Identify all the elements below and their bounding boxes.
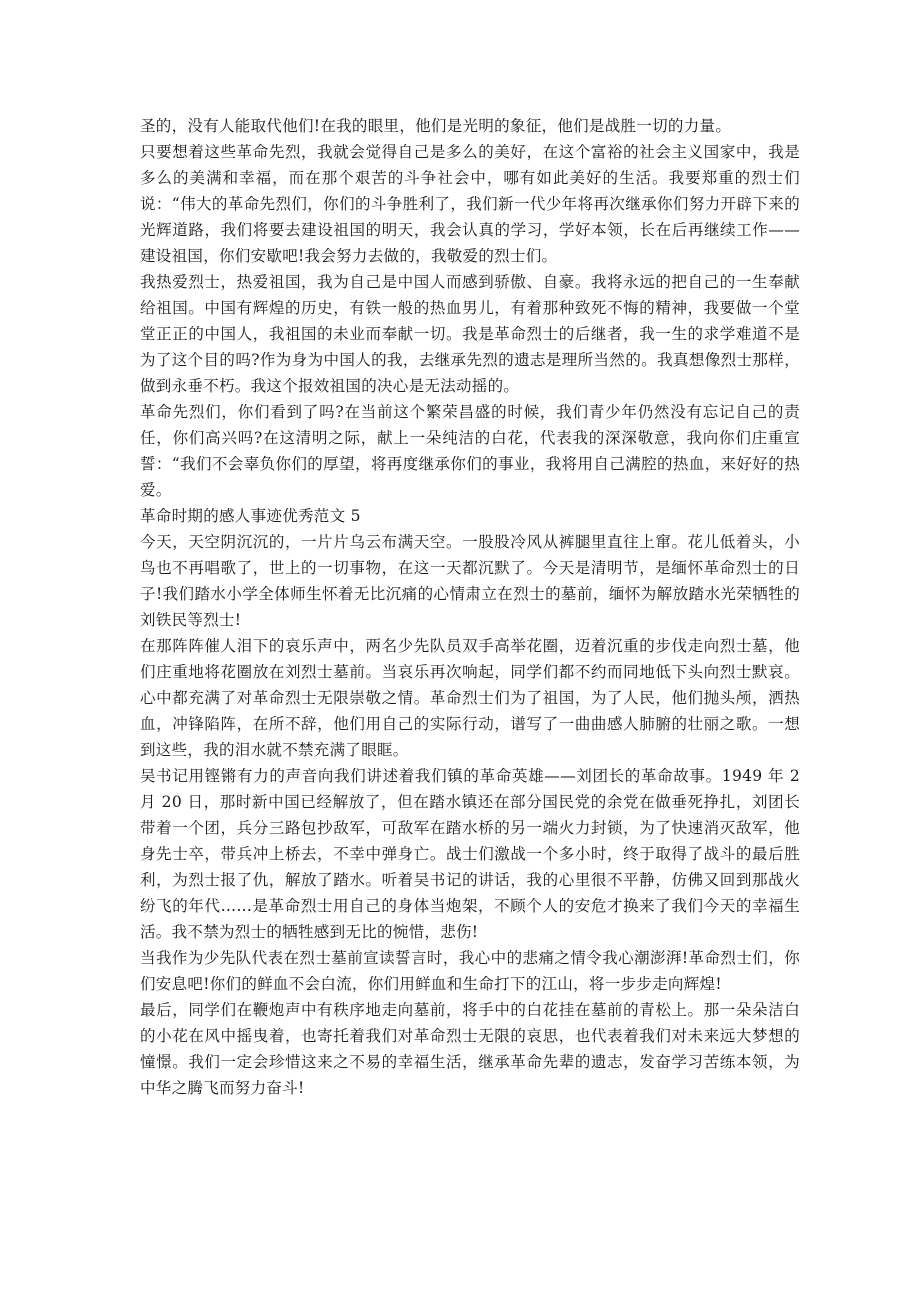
paragraph: 吴书记用铿锵有力的声音向我们讲述着我们镇的革命英雄——刘团长的革命故事。1949 年 2 月 20 日，那时新中国已经解放了，但在踏水镇还在部分国民党的余党在做垂死挣扎，刘团长带着一个团，兵分三路包抄敌军，可敌军在踏水桥的另一端火力封锁，为了快速消灭敌军，他身先士卒，带兵冲上桥去，不幸中弹身亡。战士们激战一个多小时，终于取得了战斗的最后胜利，为烈士报了仇，解放了踏水。听着吴书记的讲话，我的心里很不平静，仿佛又回到那战火纷飞的年代……是革命烈士用自己的身体当炮架，不顾个人的安危才换来了我们今天的幸福生活。我不禁为烈士的牺牲感到无比的惋惜，悲伤! — [140, 767, 800, 941]
paragraph: 今天，天空阴沉沉的，一片片乌云布满天空。一股股冷风从裤腿里直往上窜。花儿低着头，小鸟也不再唱歌了，世上的一切事物，在这一天都沉默了。今天是清明节，是缅怀革命烈士的日子!我们踏水小学全体师生怀着无比沉痛的心情肃立在烈士的墓前，缅怀为解放踏水光荣牺牲的刘铁民等烈士! — [140, 533, 800, 629]
paragraph: 革命先烈们，你们看到了吗?在当前这个繁荣昌盛的时候，我们青少年仍然没有忘记自己的责任，你们高兴吗?在这清明之际，献上一朵纯洁的白花，代表我的深深敬意，我向你们庄重宣誓：“我们不会辜负你们的厚望，将再度继承你们的事业，我将用自己满腔的热血，来好好的热爱。 — [140, 403, 800, 499]
section-heading: 革命时期的感人事迹优秀范文 5 — [140, 507, 361, 525]
paragraph: 当我作为少先队代表在烈士墓前宣读誓言时，我心中的悲痛之情令我心潮澎湃!革命烈士们，你们安息吧!你们的鲜血不会白流，你们用鲜血和生命打下的江山，将一步步走向辉煌! — [140, 949, 800, 993]
paragraph: 我热爱烈士，热爱祖国，我为自己是中国人而感到骄傲、自豪。我将永远的把自己的一生奉献给祖国。中国有辉煌的历史，有铁一般的热血男儿，有着那种致死不悔的精神，我要做一个堂堂正正的中国人，我祖国的未业而奉献一切。我是革命烈士的后继者，我一生的求学难道不是为了这个目的吗?作为身为中国人的我，去继承先烈的遗志是理所当然的。我真想像烈士那样，做到永垂不朽。我这个报效祖国的决心是无法动摇的。 — [140, 273, 800, 395]
paragraph: 圣的，没有人能取代他们!在我的眼里，他们是光明的象征，他们是战胜一切的力量。 — [140, 117, 732, 135]
paragraph: 在那阵阵催人泪下的哀乐声中，两名少先队员双手高举花圈，迈着沉重的步伐走向烈士墓，他们庄重地将花圈放在刘烈士墓前。当哀乐再次响起，同学们都不约而同地低下头向烈士默哀。心中都充满了对革命烈士无限崇敬之情。革命烈士们为了祖国，为了人民，他们抛头颅，洒热血，冲锋陷阵，在所不辞，他们用自己的实际行动，谱写了一曲曲感人肺腑的壮丽之歌。一想到这些，我的泪水就不禁充满了眼眶。 — [140, 637, 800, 759]
document-body — [140, 113, 800, 1101]
paragraph: 只要想着这些革命先烈，我就会觉得自己是多么的美好，在这个富裕的社会主义国家中，我是多么的美满和幸福，而在那个艰苦的斗争社会中，哪有如此美好的生活。我要郑重的烈士们说：“伟大的革命先烈们，你们的斗争胜利了，我们新一代少年将再次继承你们努力开辟下来的光辉道路，我们将要去建设祖国的明天，我会认真的学习，学好本领，长在后再继续工作——建设祖国，你们安歇吧!我会努力去做的，我敬爱的烈士们。 — [140, 143, 800, 265]
paragraph: 最后，同学们在鞭炮声中有秩序地走向墓前，将手中的白花挂在墓前的青松上。那一朵朵洁白的小花在风中摇曳着，也寄托着我们对革命烈士无限的哀思，也代表着我们对未来远大梦想的憧憬。我们一定会珍惜这来之不易的幸福生活，继承革命先辈的遗志，发奋学习苦练本领，为中华之腾飞而努力奋斗! — [140, 1001, 800, 1097]
